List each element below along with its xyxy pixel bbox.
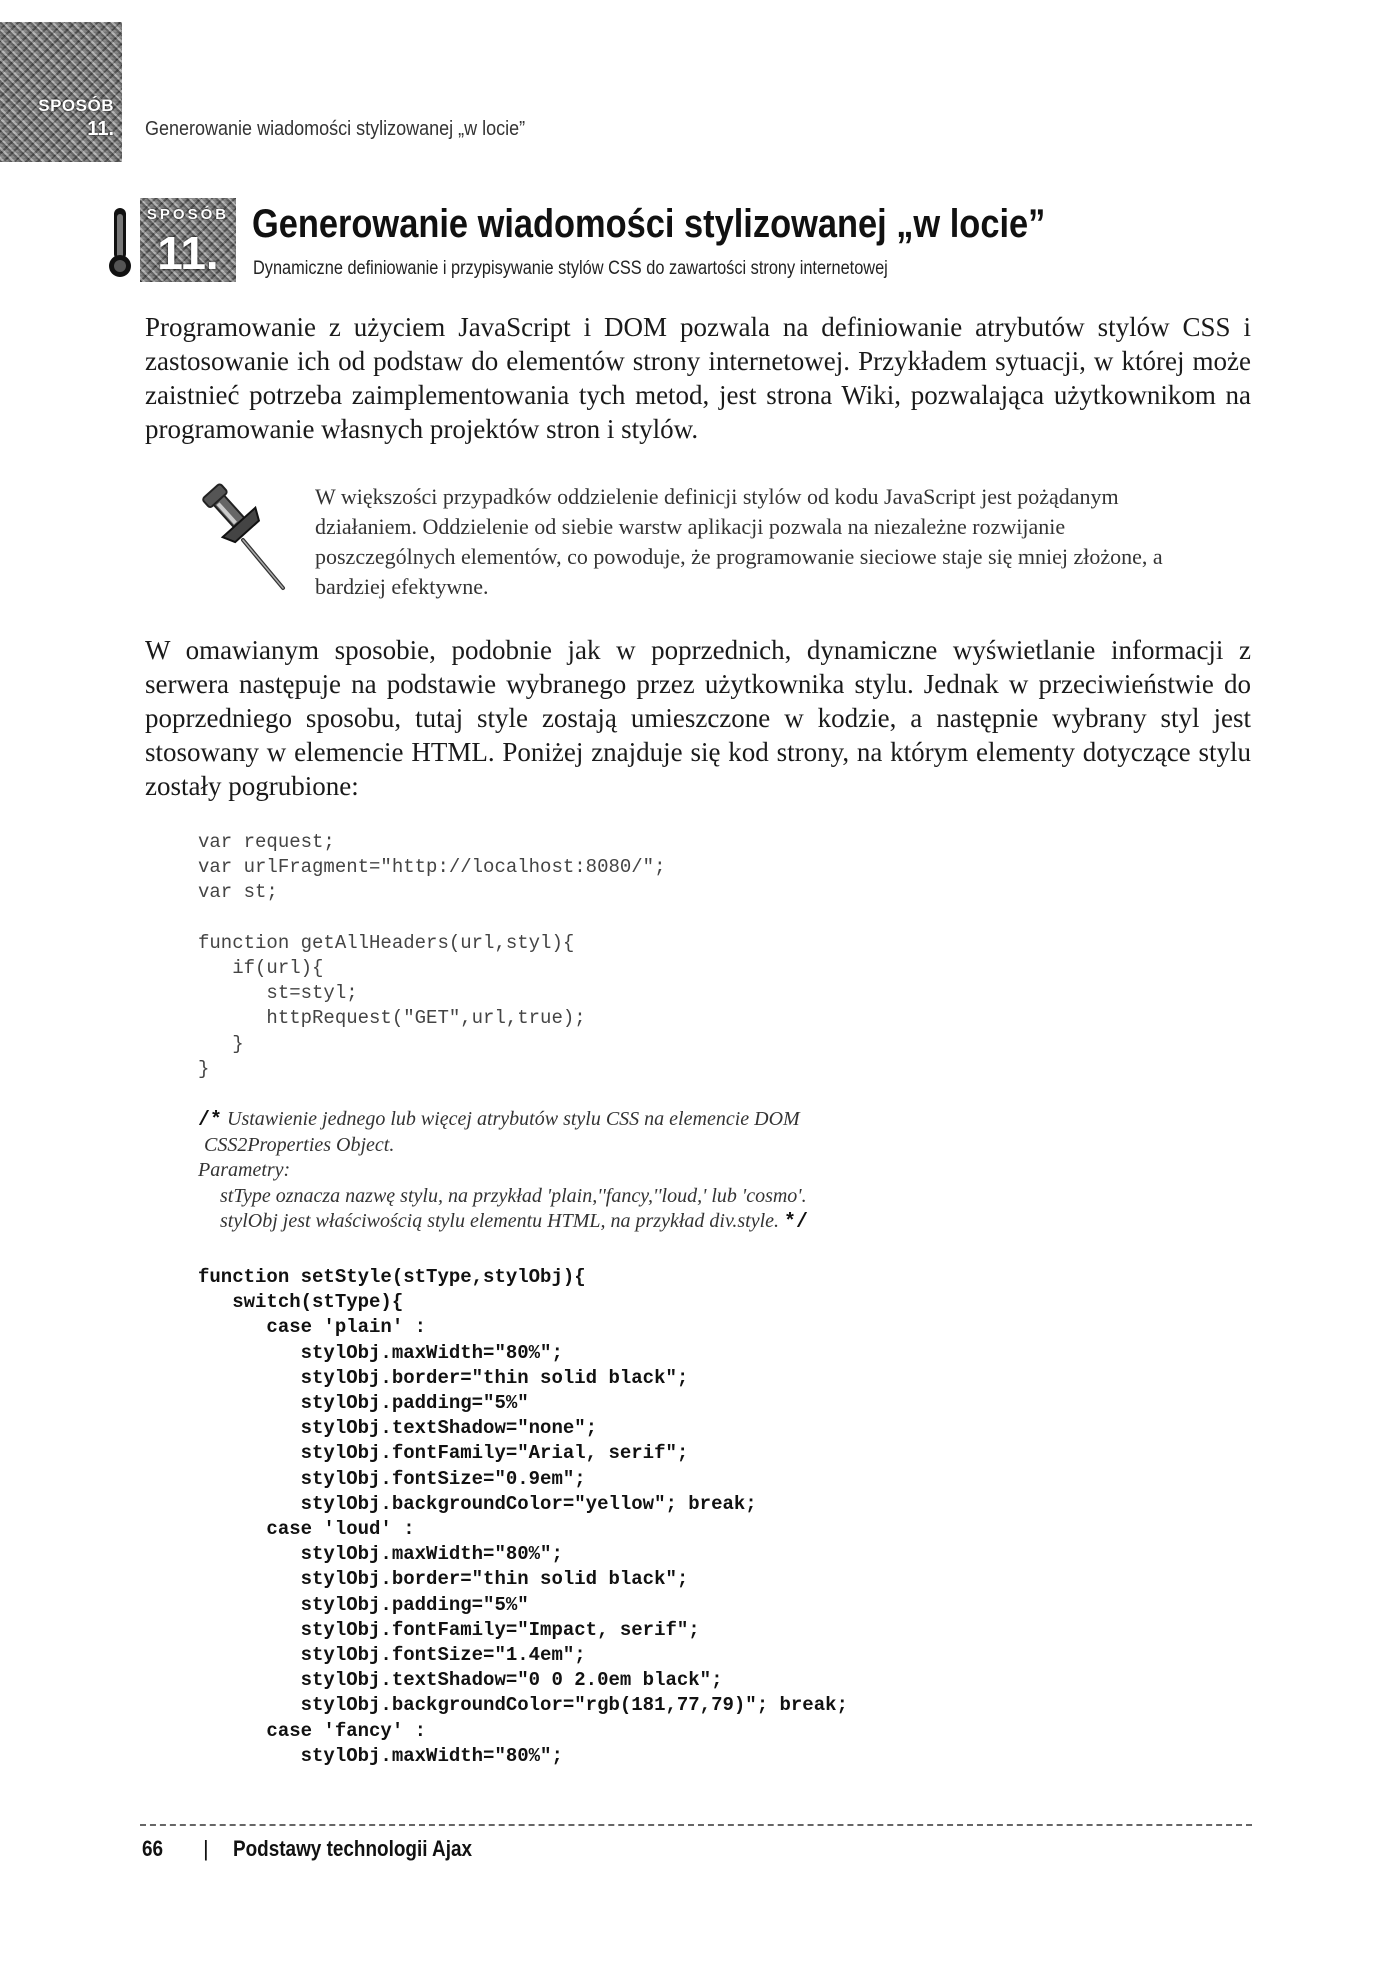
- body-paragraph: W omawianym sposobie, podobnie jak w poprzednich, dynamiczne wyświetlanie informacji z serwera następuje na podstawie wybranego przez użytkownika stylu. Jednak w przeciwieństwie do poprzedniego sposobu, tutaj style zostają umieszczone w kodzie, a następnie wybrany styl jest stosowany w elemencie HTML. Poniżej znajduje się kod strony, na którym elementy dotyczące stylu zostały pogrubione:: [145, 635, 1251, 801]
- code-comment: [198, 1107, 1098, 1235]
- comment-line: CSS2Properties Object.: [204, 1134, 395, 1157]
- running-header-title: Generowanie wiadomości stylizowanej „w locie”: [145, 118, 526, 140]
- section-title: Generowanie wiadomości stylizowanej „w locie”: [252, 202, 1046, 246]
- comment-text: stylObj jest właściwością stylu elementu HTML, na przykład div.style.: [220, 1209, 780, 1232]
- code-block-request: var request; var urlFragment="http://localhost:8080/"; var st; function getAllHeaders(url,styl){ if(url){ st=styl; httpRequest("GET",url,true); } }: [198, 831, 666, 1080]
- intro-paragraph: Programowanie z użyciem JavaScript i DOM pozwala na definiowanie atrybutów stylów CSS i zastosowanie ich od podstaw do elementów strony internetowej. Przykładem sytuacji, w której może zaistnieć potrzeba zaimplementowania tych metod, jest strona Wiki, pozwalająca użytkownikom na programowanie własnych projektów stron i stylów.: [145, 312, 1251, 444]
- section-badge-number: 11.: [157, 227, 219, 279]
- note-text: W większości przypadków oddzielenie definicji stylów od kodu JavaScript jest pożądanym działaniem. Oddzielenie od siebie warstw aplikacji pozwala na niezależne rozwijanie poszczególnych elementów, co powoduje, że programowanie sieciowe staje się mniej złożone, a bardziej efektywne.: [315, 484, 1163, 599]
- code-block-setstyle: function setStyle(stType,stylObj){ switch(stType){ case 'plain' : stylObj.maxWidth="80%"; stylObj.border="thin solid black"; stylObj.padding="5%" stylObj.textShadow="none"; stylObj.fontFamily="Arial, serif"; stylObj.fontSize="0.9em"; stylObj.backgroundColor="yellow"; break; case 'loud' : stylObj.maxWidth="80%"; stylObj.border="thin solid black"; stylObj.padding="5%" stylObj.fontFamily="Impact, serif"; stylObj.fontSize="1.4em"; stylObj.textShadow="0 0 2.0em black"; stylObj.backgroundColor="rgb(181,77,79)"; break; case 'fancy' : stylObj.maxWidth="80%";: [198, 1266, 848, 1767]
- running-header-badge-label: SPOSÓB: [38, 96, 114, 115]
- running-header-badge: [0, 22, 122, 162]
- section-badge-label: SPOSÓB: [146, 206, 230, 223]
- book-title: Podstawy technologii Ajax: [233, 1836, 472, 1861]
- running-header-badge-number: 11.: [87, 118, 114, 140]
- comment-line: [198, 1209, 1098, 1235]
- pushpin-icon: [195, 478, 290, 593]
- comment-open: /*: [198, 1109, 223, 1132]
- comment-line: Parametry:: [198, 1159, 291, 1182]
- page-number: 66: [142, 1836, 164, 1861]
- comment-close: */: [784, 1210, 809, 1234]
- footer-rule: [140, 1824, 1252, 1826]
- thermometer-icon: [108, 206, 132, 278]
- comment-line: stType oznacza nazwę stylu, na przykład 'plain,''fancy,''loud,' lub 'cosmo'.: [220, 1184, 807, 1207]
- comment-text: Ustawienie jednego lub więcej atrybutów stylu CSS na elemencie DOM: [227, 1108, 800, 1130]
- footer-separator: |: [203, 1836, 209, 1861]
- comment-line: [198, 1107, 1098, 1133]
- section-badge: [140, 198, 236, 282]
- section-subtitle: Dynamiczne definiowanie i przypisywanie stylów CSS do zawartości strony internetowej: [253, 258, 888, 279]
